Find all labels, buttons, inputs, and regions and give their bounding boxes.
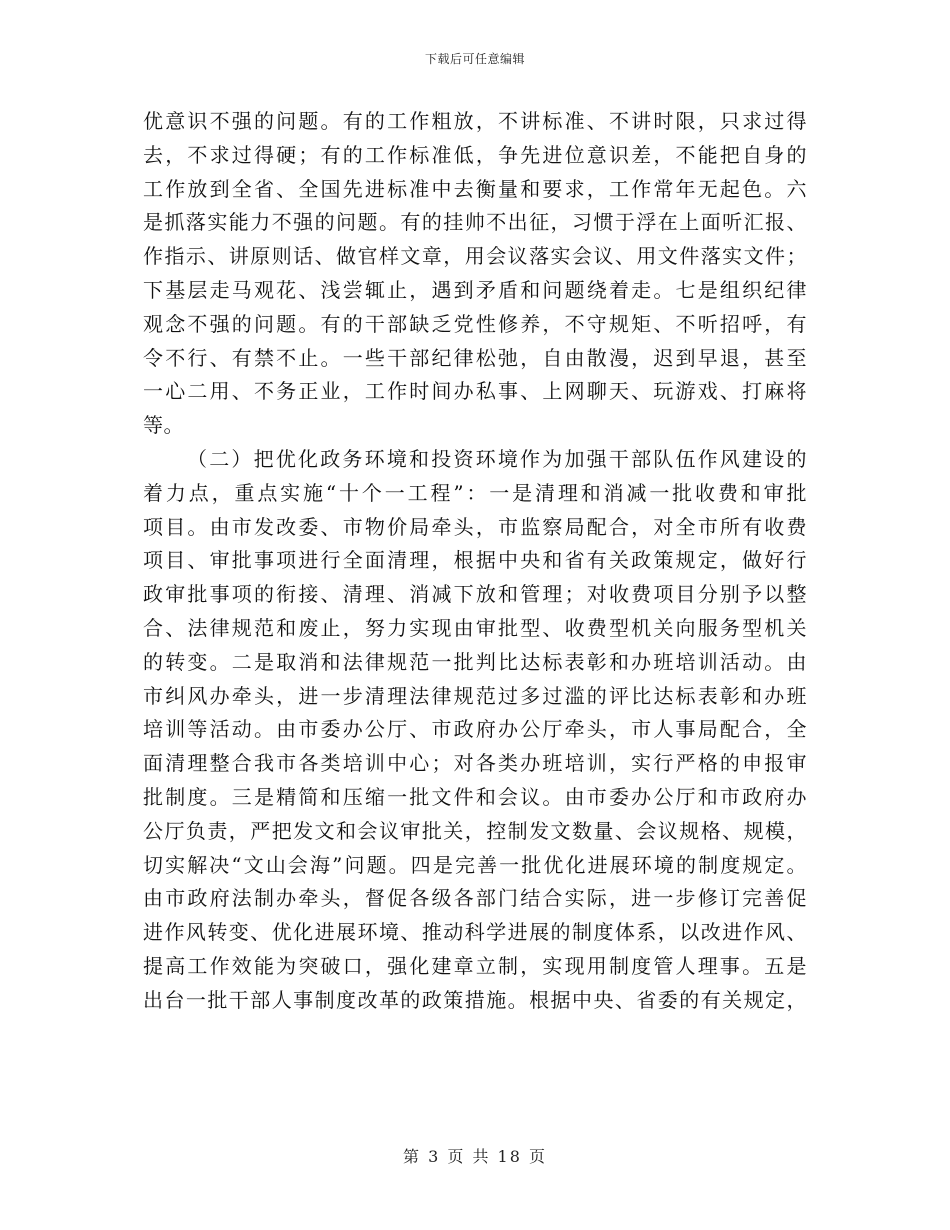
text-line: 是抓落实能力不强的问题。有的挂帅不出征，习惯于浮在上面听汇报、 [143, 210, 807, 235]
text-line: 观念不强的问题。有的干部缺乏党性修养，不守规矩、不听招呼，有 [143, 311, 807, 336]
text-line: 政审批事项的衔接、清理、消减下放和管理；对收费项目分别予以整 [143, 582, 807, 607]
text-line: 公厅负责，严把发文和会议审批关，控制发文数量、会议规格、规模， [143, 818, 807, 843]
text-line: 市纠风办牵头，进一步清理法律规范过多过滥的评比达标表彰和办班 [143, 683, 807, 708]
text-line: 优意识不强的问题。有的工作粗放，不讲标准、不讲时限，只求过得 [143, 109, 807, 133]
text-line: 进作风转变、优化进展环境、推动科学进展的制度体系，以改进作风、 [143, 920, 807, 945]
text-line: 项目、审批事项进行全面清理，根据中央和省有关政策规定，做好行 [143, 548, 807, 573]
text-line: 去，不求过得硬；有的工作标准低，争先进位意识差，不能把自身的 [143, 142, 807, 167]
text-line: 合、法律规范和废止，努力实现由审批型、收费型机关向服务型机关 [143, 615, 807, 640]
text-line: 批制度。三是精简和压缩一批文件和会议。由市委办公厅和市政府办 [143, 784, 807, 809]
text-line: 等。 [143, 413, 184, 438]
text-line: 培训等活动。由市委办公厅、市政府办公厅牵头，市人事局配合，全 [143, 717, 807, 742]
text-line: 的转变。二是取消和法律规范一批判比达标表彰和办班培训活动。由 [143, 649, 807, 674]
text-line: 项目。由市发改委、市物价局牵头，市监察局配合，对全市所有收费 [143, 514, 807, 539]
paragraph-start-line: （二）把优化政务环境和投资环境作为加强干部队伍作风建设的 [187, 446, 807, 471]
text-line: 下基层走马观花、浅尝辄止，遇到矛盾和问题绕着走。七是组织纪律 [143, 277, 807, 302]
text-line: 工作放到全省、全国先进标准中去衡量和要求，工作常年无起色。六 [143, 176, 807, 201]
page-number-footer: 第 3 页 共 18 页 [403, 1147, 547, 1166]
text-line: 切实解决“文山会海”问题。四是完善一批优化进展环境的制度规定。 [143, 852, 807, 877]
text-line: 由市政府法制办牵头，督促各级各部门结合实际，进一步修订完善促 [143, 886, 807, 911]
text-line: 一心二用、不务正业，工作时间办私事、上网聊天、玩游戏、打麻将 [143, 379, 807, 404]
text-line: 面清理整合我市各类培训中心；对各类办班培训，实行严格的申报审 [143, 751, 807, 776]
text-line: 着力点，重点实施“十个一工程”：一是清理和消减一批收费和审批 [143, 480, 807, 505]
text-line: 作指示、讲原则话、做官样文章，用会议落实会议、用文件落实文件； [143, 244, 807, 269]
text-line: 提高工作效能为突破口，强化建章立制，实现用制度管人理事。五是 [143, 953, 807, 978]
text-line: 出台一批干部人事制度改革的政策措施。根据中央、省委的有关规定， [143, 987, 807, 1012]
page-header: 下载后可任意编辑 [424, 52, 525, 66]
text-line: 令不行、有禁不止。一些干部纪律松弛，自由散漫，迟到早退，甚至 [143, 345, 807, 370]
document-body [143, 105, 807, 1018]
